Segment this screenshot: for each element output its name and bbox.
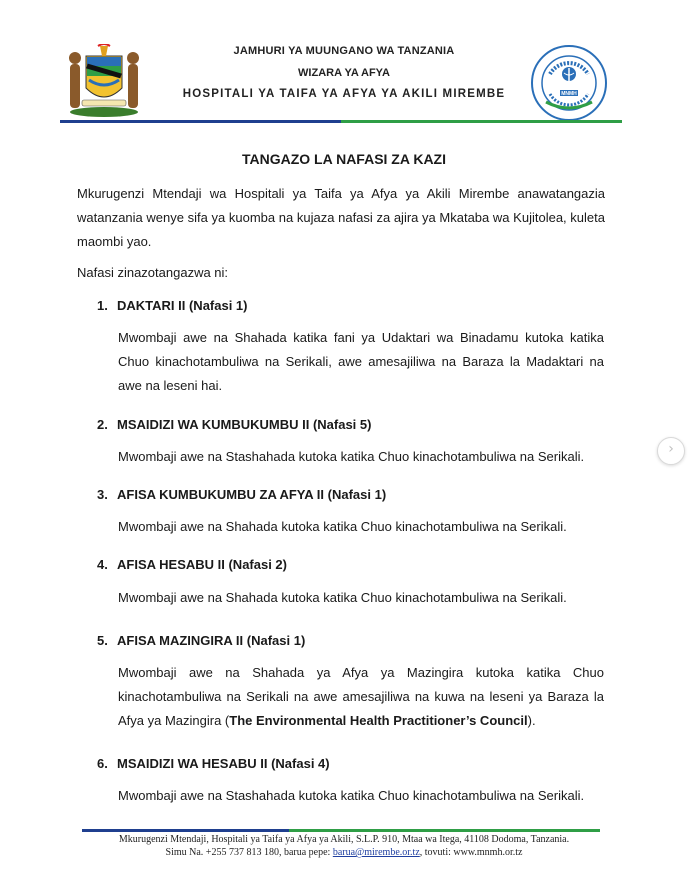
position-requirement: Mwombaji awe na Stashahada kutoka katika Chuo kinachotambuliwa na Serikali. [118, 449, 585, 464]
footer-divider [82, 829, 600, 832]
header-hospital: HOSPITALI YA TAIFA YA AFYA YA AKILI MIREMBE [182, 88, 506, 100]
position-heading [97, 633, 305, 648]
position-title: AFISA MAZINGIRA II (Nafasi 1) [117, 633, 306, 648]
position-number: 2. [97, 417, 108, 432]
position-number: 1. [97, 298, 108, 313]
position-requirement: Mwombaji awe na Shahada kutoka katika Chuo kinachotambuliwa na Serikali. [118, 519, 567, 534]
position-heading [97, 756, 330, 771]
position-title: AFISA KUMBUKUMBU ZA AFYA II (Nafasi 1) [117, 487, 387, 502]
position-requirement: Mwombaji awe na Shahada kutoka katika Chuo kinachotambuliwa na Serikali. [118, 590, 567, 605]
footer-address: Mkurugenzi Mtendaji, Hospitali ya Taifa ya Afya ya Akili, S.L.P. 910, Mtaa wa Itega, 41108 Dodoma, Tanzania. [118, 834, 570, 845]
requirement-tail: ). [527, 713, 536, 728]
position-title: AFISA HESABU II (Nafasi 2) [117, 557, 287, 572]
position-title: MSAIDIZI WA HESABU II (Nafasi 4) [117, 756, 330, 771]
council-name: The Environmental Health Practitioner’s Council [229, 713, 528, 728]
position-requirement: Mwombaji awe na Stashahada kutoka katika Chuo kinachotambuliwa na Serikali. [118, 788, 585, 803]
position-requirement [118, 661, 604, 733]
header-country: JAMHURI YA MUUNGANO WA TANZANIA [233, 45, 455, 57]
header-ministry: WIZARA YA AFYA [298, 67, 390, 79]
position-number: 5. [97, 633, 108, 648]
position-heading [97, 298, 248, 313]
position-requirement: Mwombaji awe na Shahada katika fani ya Udaktari wa Binadamu kutoka katika Chuo kinachotambuliwa na Serikali, awe amesajiliwa na Baraza la Madaktari na awe na leseni hai. [118, 330, 604, 393]
requirement-text: Mwombaji awe na Shahada ya Afya ya Mazingira kutoka katika Chuo kinachotambuliwa na Serikali na awe amesajiliwa na kuwa na leseni ya Baraza la Afya ya Mazingira ( [118, 665, 604, 728]
chevron-right-icon: › [668, 441, 674, 457]
position-title: MSAIDIZI WA KUMBUKUMBU II (Nafasi 5) [117, 417, 372, 432]
footer-website: , tovuti: www.mnmh.or.tz [419, 847, 523, 858]
footer-contacts [0, 847, 688, 858]
position-title: DAKTARI II (Nafasi 1) [117, 298, 248, 313]
position-heading [97, 487, 386, 502]
header-divider [60, 120, 622, 123]
position-number: 4. [97, 557, 108, 572]
footer-phone: Simu Na. +255 737 813 180, barua pepe: [165, 847, 333, 858]
position-heading [97, 557, 287, 572]
footer-email-link[interactable]: barua@mirembe.or.tz [332, 847, 420, 858]
hospital-logo-abbr: MNMH [561, 91, 577, 97]
page-title: TANGAZO LA NAFASI ZA KAZI [241, 151, 447, 167]
position-heading [97, 417, 371, 432]
intro-paragraph: Mkurugenzi Mtendaji wa Hospitali ya Taifa ya Afya ya Akili Mirembe anawatangazia watanzania wenye sifa ya kuomba na kujaza nafasi za ajira ya Mkataba wa Kujitolea, kuleta maombi yao. [77, 186, 605, 249]
position-number: 6. [97, 756, 108, 771]
position-number: 3. [97, 487, 108, 502]
positions-lead: Nafasi zinazotangazwa ni: [77, 265, 229, 280]
hospital-logo-icon [530, 44, 608, 122]
carousel-next-button[interactable] [657, 437, 685, 465]
